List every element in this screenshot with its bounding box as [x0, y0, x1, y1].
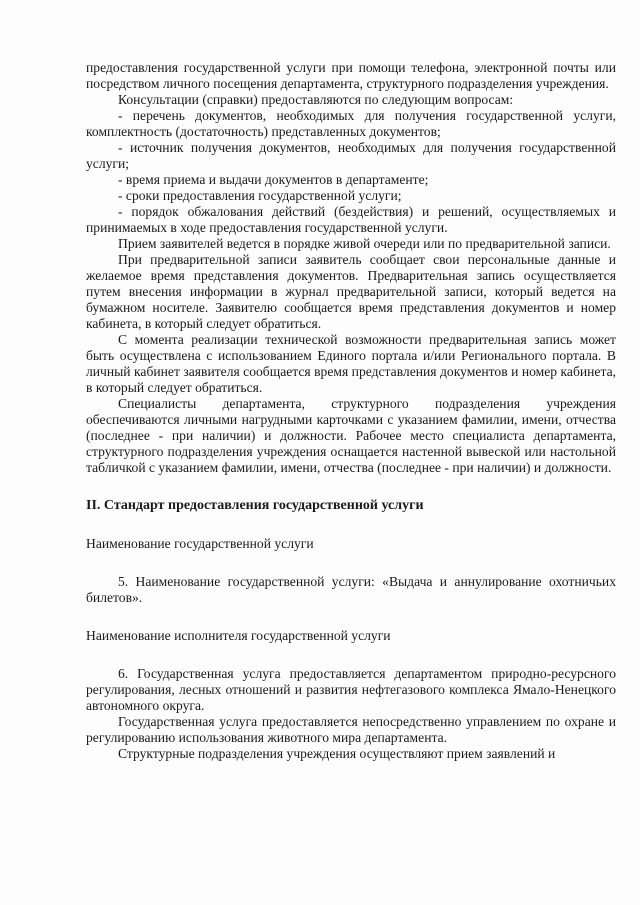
- paragraph: Консультации (справки) предоставляются по следующим вопросам:: [118, 92, 514, 107]
- list-item: - источник получения документов, необходимых для получения государственной услуги;: [86, 140, 616, 171]
- paragraph: 6. Государственная услуга предоставляется департаментом природно-ресурсного регулирования, лесных отношений и развития нефтегазового комплекса Ямало-Ненецкого автономного округа.: [86, 666, 616, 713]
- paragraph: Специалисты департамента, структурного подразделения учреждения обеспечиваются личными нагрудными карточками с указанием фамилии, имени, отчества (последнее - при наличии) и должности. Рабочее место специалиста департамента, структурного подразделения учреждения оснащается настенной вывеской или настольной табличкой с указанием фамилии, имени, отчества (последнее - при наличии) и должности.: [86, 396, 616, 475]
- list-item: - порядок обжалования действий (бездействия) и решений, осуществляемых и принимаемых в ходе предоставления государственной услуги.: [86, 204, 616, 235]
- list-item: - перечень документов, необходимых для получения государственной услуги, комплектность (достаточность) представленных документов;: [86, 108, 616, 139]
- paragraph: С момента реализации технической возможности предварительная запись может быть осуществлена с использованием Единого портала и/или Регионального портала. В личный кабинет заявителя сообщается время представления документов и номер кабинета, в который следует обратиться.: [86, 332, 616, 395]
- list-item: - сроки предоставления государственной услуги;: [118, 188, 402, 203]
- paragraph: При предварительной записи заявитель сообщает свои персональные данные и желаемое время представления документов. Предварительная запись осуществляется путем внесения информации в журнал предварительной записи, который ведется на бумажном носителе. Заявителю сообщается время представления документов и номер кабинета, в который следует обратиться.: [86, 252, 616, 331]
- subheading: Наименование государственной услуги: [86, 536, 314, 551]
- paragraph: 5. Наименование государственной услуги: «Выдача и аннулирование охотничьих билетов».: [86, 574, 616, 605]
- section-heading: II. Стандарт предоставления государственной услуги: [86, 498, 424, 513]
- paragraph: Государственная услуга предоставляется непосредственно управлением по охране и регулированию использования животного мира департамента.: [86, 714, 616, 745]
- paragraph: Структурные подразделения учреждения осуществляют прием заявлений и: [118, 746, 556, 761]
- subheading: Наименование исполнителя государственной услуги: [86, 628, 391, 643]
- list-item: - время приема и выдачи документов в департаменте;: [118, 172, 429, 187]
- document-body: [86, 60, 616, 762]
- paragraph: Прием заявителей ведется в порядке живой очереди или по предварительной записи.: [118, 236, 611, 251]
- paragraph: предоставления государственной услуги при помощи телефона, электронной почты или посредством личного посещения департамента, структурного подразделения учреждения.: [86, 60, 616, 91]
